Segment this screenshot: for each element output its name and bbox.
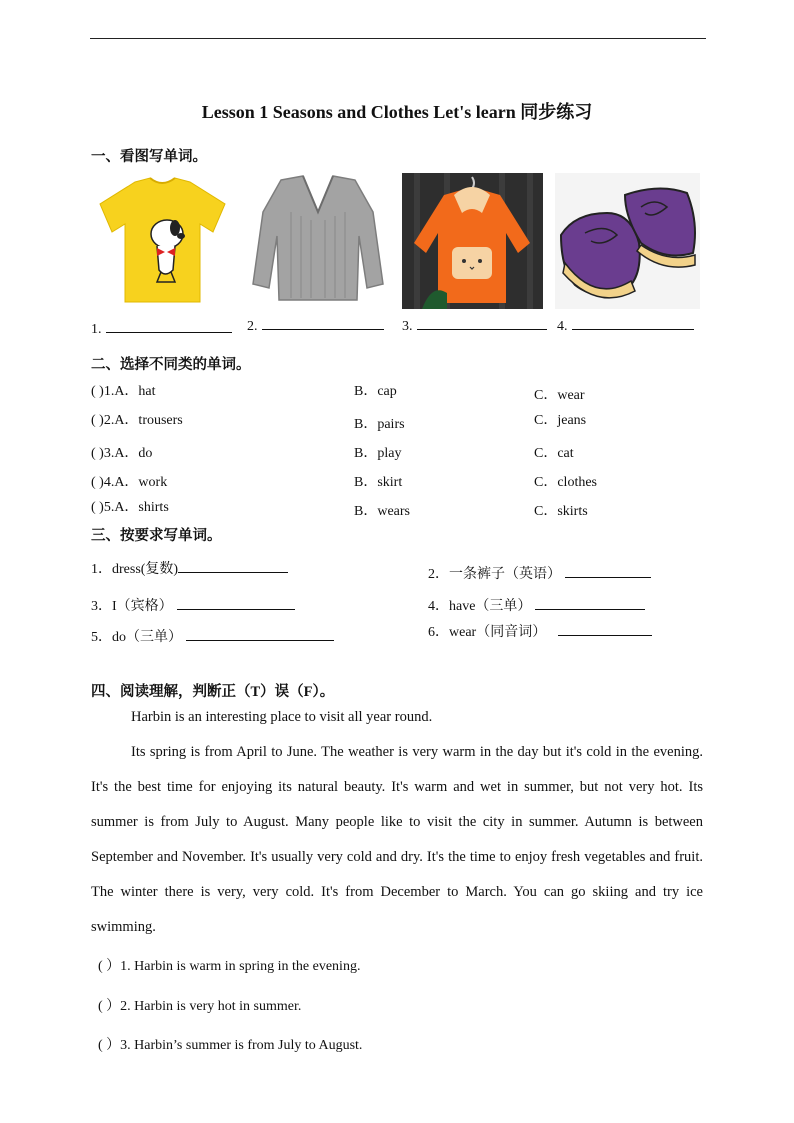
blank[interactable] — [262, 317, 384, 330]
write-word-3[interactable]: 3．I（宾格） — [91, 595, 295, 615]
blank[interactable] — [535, 597, 645, 610]
passage-paragraph-2: Its spring is from April to June. The weather is very warm in the day but it's cold in the evening. It's the best time for enjoying its natural beauty. It's warm and wet in summer, but not very hot. Its summer is from July to August. Many people like to visit the city in summer. Autumn is between September and November. It's usually very cold and dry. It's the time to enjoy fresh vegetables and fruit. The winter there is very, very cold. It's from December to March. You can go skiing and try ice swimming. — [91, 744, 703, 935]
section3-heading: 三、按要求写单词。 — [91, 528, 222, 544]
header-rule — [90, 38, 706, 39]
blank[interactable] — [565, 565, 651, 578]
write-word-5[interactable]: 5．do（三单） — [91, 626, 334, 646]
blank[interactable] — [558, 623, 652, 636]
reading-passage — [91, 700, 703, 945]
section4-heading: 四、阅读理解，判断正（T）误（F）。 — [91, 684, 335, 700]
answer-line-4[interactable]: 4. — [557, 317, 694, 335]
choice-q4: ( )4.A．work — [91, 475, 168, 490]
write-word-4[interactable]: 4．have（三单） — [428, 595, 645, 615]
answer-line-2[interactable]: 2. — [247, 317, 384, 335]
section1-heading: 一、看图写单词。 — [91, 149, 207, 165]
section2-heading: 二、选择不同类的单词。 — [91, 357, 251, 373]
choice-q3-c: C．cat — [534, 446, 574, 461]
blank[interactable] — [417, 317, 547, 330]
tf-question-3: ( ）3. Harbin’s summer is from July to August. — [98, 1038, 363, 1053]
blank[interactable] — [186, 628, 334, 641]
choice-q3: ( )3.A．do — [91, 446, 153, 461]
grey-sweater-icon — [251, 172, 386, 312]
passage-paragraph-1: Harbin is an interesting place to visit all year round. — [131, 709, 433, 725]
choice-q4-b: B．skirt — [354, 475, 403, 490]
tf-question-1: ( ）1. Harbin is warm in spring in the evening. — [98, 959, 361, 974]
purple-shoes-icon — [555, 173, 700, 309]
answer-line-3[interactable]: 3. — [402, 317, 547, 335]
choice-q2: ( )2.A．trousers — [91, 413, 183, 428]
choice-q5-c: C．skirts — [534, 504, 588, 519]
choice-q2-b: B．pairs — [354, 417, 405, 432]
blank[interactable] — [178, 560, 288, 573]
write-word-1[interactable]: 1．dress(复数) — [91, 558, 288, 578]
choice-q5: ( )5.A．shirts — [91, 500, 169, 515]
choice-q1-b: B．cap — [354, 384, 397, 399]
write-word-6[interactable]: 6．wear（同音词） — [428, 621, 652, 641]
choice-q5-b: B．wears — [354, 504, 410, 519]
write-word-2[interactable]: 2．一条裤子（英语） — [428, 563, 651, 583]
choice-q3-b: B．play — [354, 446, 402, 461]
blank[interactable] — [106, 320, 232, 333]
orange-hoodie-icon — [402, 173, 543, 309]
choice-q2-c: C．jeans — [534, 413, 587, 428]
blank[interactable] — [177, 597, 295, 610]
tf-question-2: ( ）2. Harbin is very hot in summer. — [98, 999, 302, 1014]
page-title: Lesson 1 Seasons and Clothes Let's learn 同步练习 — [201, 102, 593, 122]
answer-line-1[interactable]: 1. — [91, 320, 232, 338]
yellow-snoopy-tshirt-icon — [95, 174, 230, 309]
choice-q1-c: C．wear — [534, 388, 585, 403]
choice-q1: ( )1.A．hat — [91, 384, 156, 399]
blank[interactable] — [572, 317, 694, 330]
choice-q4-c: C．clothes — [534, 475, 597, 490]
